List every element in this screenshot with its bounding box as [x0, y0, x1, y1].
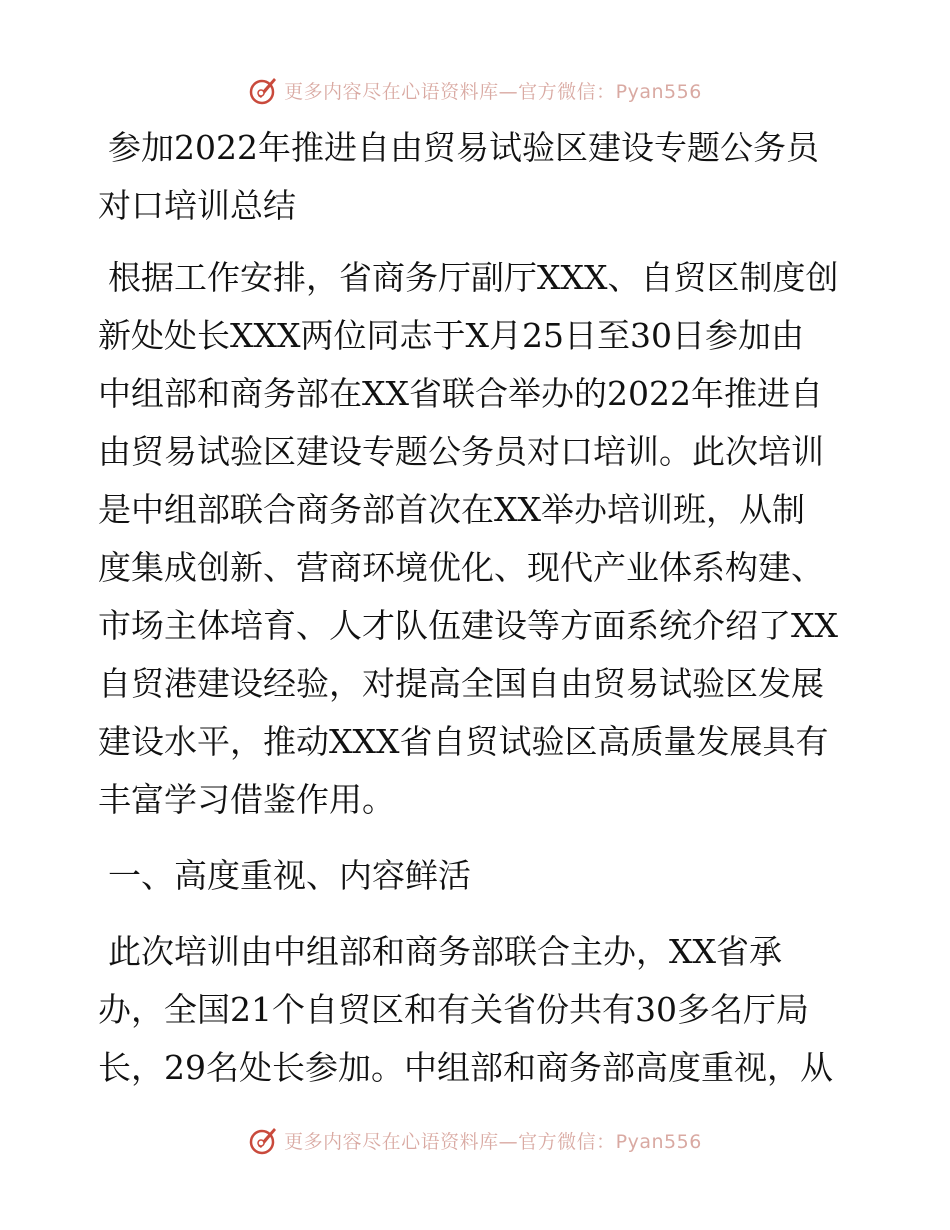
paragraph1-line: 根据工作安排，省商务厅副厅XXX、自贸区制度创 [108, 258, 839, 297]
title-line-1: 参加2022年推进自由贸易试验区建设专题公务员 [108, 128, 819, 167]
quill-logo-icon [248, 1124, 280, 1156]
paragraph1-line: 是中组部联合商务部首次在XX举办培训班，从制 [98, 490, 805, 529]
paragraph1-line: 建设水平，推动XXX省自贸试验区高质量发展具有 [98, 722, 829, 761]
watermark-text: 更多内容尽在心语资料库—官方微信：Pyan556 [284, 80, 702, 103]
paragraph1-line: 中组部和商务部在XX省联合举办的2022年推进自 [98, 374, 823, 413]
paragraph2-line: 此次培训由中组部和商务部联合主办，XX省承 [108, 932, 782, 971]
quill-logo-icon [248, 74, 280, 106]
title-line-2: 对口培训总结 [98, 186, 296, 225]
paragraph1-line: 丰富学习借鉴作用。 [98, 780, 395, 819]
watermark-footer [0, 1122, 950, 1158]
paragraph1-line: 市场主体培育、人才队伍建设等方面系统介绍了XX [98, 606, 838, 645]
paragraph1-line: 新处处长XXX两位同志于X月25日至30日参加由 [98, 316, 804, 355]
paragraph1-line: 度集成创新、营商环境优化、现代产业体系构建、 [98, 548, 824, 587]
watermark-header [0, 72, 950, 108]
watermark-text: 更多内容尽在心语资料库—官方微信：Pyan556 [284, 1130, 702, 1153]
paragraph1-line: 由贸易试验区建设专题公务员对口培训。此次培训 [98, 432, 824, 471]
paragraph1-line: 自贸港建设经验，对提高全国自由贸易试验区发展 [98, 664, 824, 703]
paragraph2-line: 长，29名处长参加。中组部和商务部高度重视，从 [98, 1048, 833, 1087]
section-heading: 一、高度重视、内容鲜活 [108, 856, 471, 895]
paragraph2-line: 办，全国21个自贸区和有关省份共有30多名厅局 [98, 990, 809, 1029]
